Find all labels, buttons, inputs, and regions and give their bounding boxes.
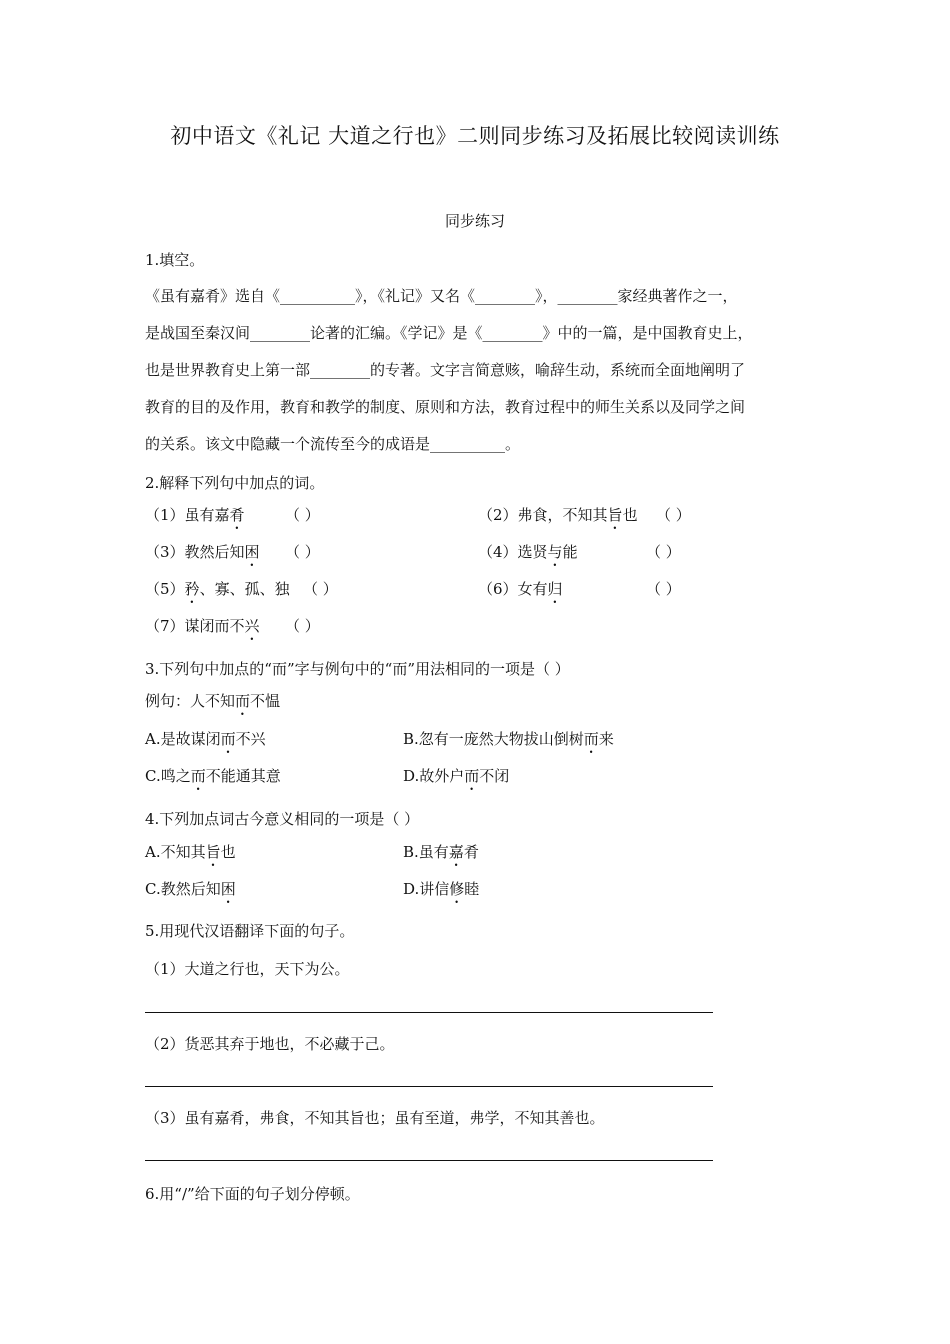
q4-option-d: D.讲信修睦 (403, 880, 480, 898)
q4-option-b: B.虽有嘉肴 (403, 843, 479, 861)
q2-answer-paren-2: （ ） (656, 506, 691, 524)
q2-item-1: （1）虽有嘉肴 (145, 506, 245, 524)
emphasis-char: 归 (547, 580, 563, 598)
q5-heading: 5.用现代汉语翻译下面的句子。 (145, 922, 355, 940)
q5-sentence-2: （2）货恶其弃于地也，不必藏于己。 (145, 1035, 395, 1053)
q1-line-1: 《虽有嘉肴》选自《__________》，《礼记》又名《________》，________家经典著作之一， (145, 287, 738, 305)
document-title: 初中语文《礼记 大道之行也》二则同步练习及拓展比较阅读训练 (170, 124, 780, 148)
emphasis-char: 而 (583, 730, 599, 748)
q3-option-a: A.是故谋闭而不兴 (145, 730, 266, 748)
emphasis-char: 与 (547, 543, 563, 561)
q2-answer-paren-5: （ ） (303, 580, 338, 598)
emphasis-char: 而 (220, 730, 236, 748)
q1-line-2: 是战国至秦汉间________论著的汇编。《学记》是《________》中的一篇，是中国教育史上， (145, 324, 753, 342)
q2-answer-paren-6: （ ） (646, 580, 681, 598)
q4-option-c: C.教然后知困 (145, 880, 236, 898)
emphasis-char: 旨 (607, 506, 623, 524)
q2-answer-paren-4: （ ） (646, 543, 681, 561)
q2-item-4: （4）选贤与能 (478, 543, 578, 561)
q5-sentence-1: （1）大道之行也，天下为公。 (145, 960, 350, 978)
emphasis-char: 旨 (205, 843, 221, 861)
q2-item-2: （2）弗食，不知其旨也 (478, 506, 638, 524)
emphasis-char: 兴 (244, 617, 260, 635)
emphasis-char: 困 (220, 880, 236, 898)
q2-item-7: （7）谋闭而不兴 (145, 617, 260, 635)
q2-item-6: （6）女有归 (478, 580, 563, 598)
q2-answer-paren-3: （ ） (285, 543, 320, 561)
q2-heading: 2.解释下列句中加点的词。 (145, 474, 325, 492)
q3-example: 例句：人不知而不愠 (145, 692, 281, 710)
answer-line (145, 1086, 713, 1087)
section-heading: 同步练习 (444, 212, 505, 230)
q2-item-5: （5）矜、寡、孤、独 (145, 580, 290, 598)
answer-line (145, 1160, 713, 1161)
q6-heading: 6.用“/”给下面的句子划分停顿。 (145, 1185, 360, 1203)
emphasis-char: 嘉 (448, 843, 464, 861)
emphasis-char: 而 (235, 692, 251, 710)
q1-heading: 1.填空。 (145, 251, 205, 269)
q1-line-5: 的关系。该文中隐藏一个流传至今的成语是__________。 (145, 435, 521, 453)
emphasis-char: 而 (464, 767, 480, 785)
q2-item-3: （3）教然后知困 (145, 543, 260, 561)
emphasis-char: 肴 (229, 506, 245, 524)
q1-line-4: 教育的目的及作用，教育和教学的制度、原则和方法，教育过程中的师生关系以及同学之间 (145, 398, 746, 416)
emphasis-char: 困 (244, 543, 260, 561)
q3-option-b: B.忽有一庞然大物拔山倒树而来 (403, 730, 614, 748)
emphasis-char: 修 (449, 880, 465, 898)
q3-option-c: C.鸣之而不能通其意 (145, 767, 281, 785)
q4-heading: 4.下列加点词古今意义相同的一项是（ ） (145, 810, 420, 828)
q4-option-a: A.不知其旨也 (145, 843, 236, 861)
q3-heading: 3.下列句中加点的“而”字与例句中的“而”用法相同的一项是（ ） (145, 660, 570, 678)
q2-answer-paren-1: （ ） (285, 506, 320, 524)
q3-option-d: D.故外户而不闭 (403, 767, 510, 785)
q1-paragraph (145, 278, 810, 463)
emphasis-char: 而 (190, 767, 206, 785)
q1-line-3: 也是世界教育史上第一部________的专著。文字言简意赅，喻辞生动，系统而全面地阐明了 (145, 361, 746, 379)
q5-sentence-3: （3）虽有嘉肴，弗食，不知其旨也；虽有至道，弗学，不知其善也。 (145, 1109, 605, 1127)
emphasis-char: 矜 (184, 580, 200, 598)
q2-answer-paren-7: （ ） (285, 617, 320, 635)
answer-line (145, 1012, 713, 1013)
